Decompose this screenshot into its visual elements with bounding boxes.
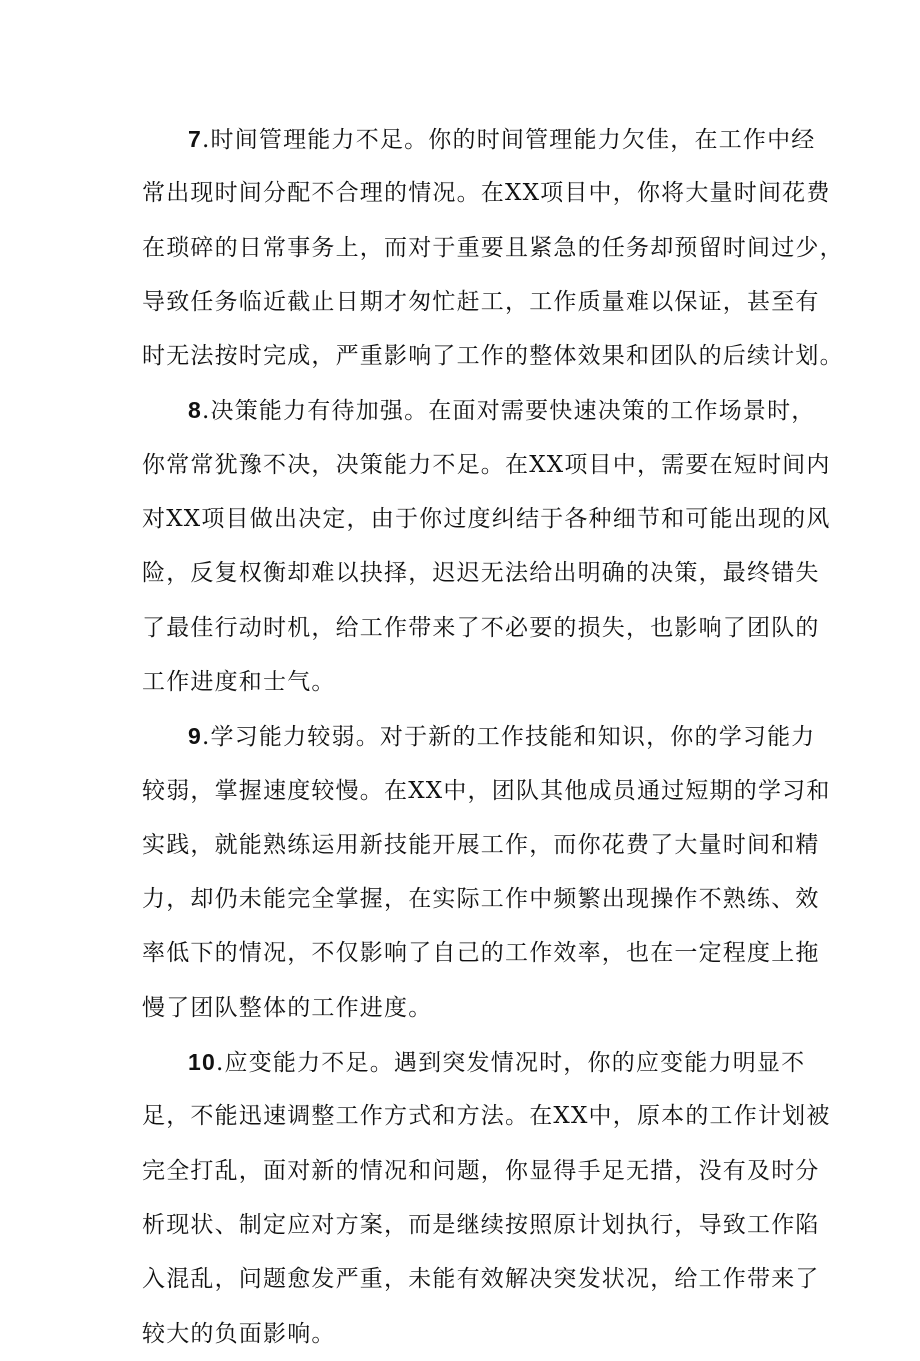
paragraph-line: 对XX项目做出决定，由于你过度纠结于各种细节和可能出现的风 xyxy=(142,506,831,533)
paragraph-line: 力，却仍未能完全掌握，在实际工作中频繁出现操作不熟练、效 xyxy=(142,886,820,913)
paragraph-text: .决策能力有待加强。在面对需要快速决策的工作场景时， xyxy=(202,398,816,425)
paragraph-line xyxy=(142,709,816,763)
paragraph-7 xyxy=(142,112,844,383)
paragraph-text: .时间管理能力不足。你的时间管理能力欠佳，在工作中经 xyxy=(202,127,816,153)
paragraph-9 xyxy=(142,709,831,1035)
paragraph-line xyxy=(142,383,816,437)
paragraph-8 xyxy=(142,383,831,709)
paragraph-line: 在琐碎的日常事务上，而对于重要且紧急的任务却预留时间过少， xyxy=(142,234,844,261)
paragraph-line: 你常常犹豫不决，决策能力不足。在XX项目中，需要在短时间内 xyxy=(142,451,831,478)
paragraph-text: .学习能力较弱。对于新的工作技能和知识，你的学习能力 xyxy=(202,724,816,751)
paragraph-line: 足，不能迅速调整工作方式和方法。在XX中，原本的工作计划被 xyxy=(142,1103,831,1130)
paragraph-10 xyxy=(142,1035,831,1361)
document-body xyxy=(142,112,844,1361)
paragraph-number: 9 xyxy=(188,723,202,750)
paragraph-line xyxy=(142,1035,806,1089)
paragraph-text: .应变能力不足。遇到突发情况时，你的应变能力明显不 xyxy=(215,1050,806,1077)
paragraph-line: 了最佳行动时机，给工作带来了不必要的损失，也影响了团队的 xyxy=(142,614,820,641)
paragraph-line: 入混乱，问题愈发严重，未能有效解决突发状况，给工作带来了 xyxy=(142,1266,820,1293)
paragraph-line: 较弱，掌握速度较慢。在XX中，团队其他成员通过短期的学习和 xyxy=(142,777,831,804)
paragraph-line: 常出现时间分配不合理的情况。在XX项目中，你将大量时间花费 xyxy=(142,180,831,207)
paragraph-line: 时无法按时完成，严重影响了工作的整体效果和团队的后续计划。 xyxy=(142,343,844,370)
paragraph-line: 率低下的情况，不仅影响了自己的工作效率，也在一定程度上拖 xyxy=(142,940,820,967)
paragraph-line: 完全打乱，面对新的情况和问题，你显得手足无措，没有及时分 xyxy=(142,1157,820,1184)
paragraph-number: 10 xyxy=(188,1049,216,1076)
paragraph-line: 实践，就能熟练运用新技能开展工作，而你花费了大量时间和精 xyxy=(142,831,820,858)
paragraph-number: 8 xyxy=(188,397,202,424)
paragraph-line: 慢了团队整体的工作进度。 xyxy=(142,994,433,1021)
paragraph-line xyxy=(142,112,816,166)
paragraph-line: 析现状、制定应对方案，而是继续按照原计划执行，导致工作陷 xyxy=(142,1211,820,1238)
paragraph-number: 7 xyxy=(188,126,202,152)
paragraph-line: 险，反复权衡却难以抉择，迟迟无法给出明确的决策，最终错失 xyxy=(142,560,820,587)
paragraph-line: 工作进度和士气。 xyxy=(142,668,336,695)
paragraph-line: 较大的负面影响。 xyxy=(142,1320,336,1347)
paragraph-line: 导致任务临近截止日期才匆忙赶工，工作质量难以保证，甚至有 xyxy=(142,288,820,315)
